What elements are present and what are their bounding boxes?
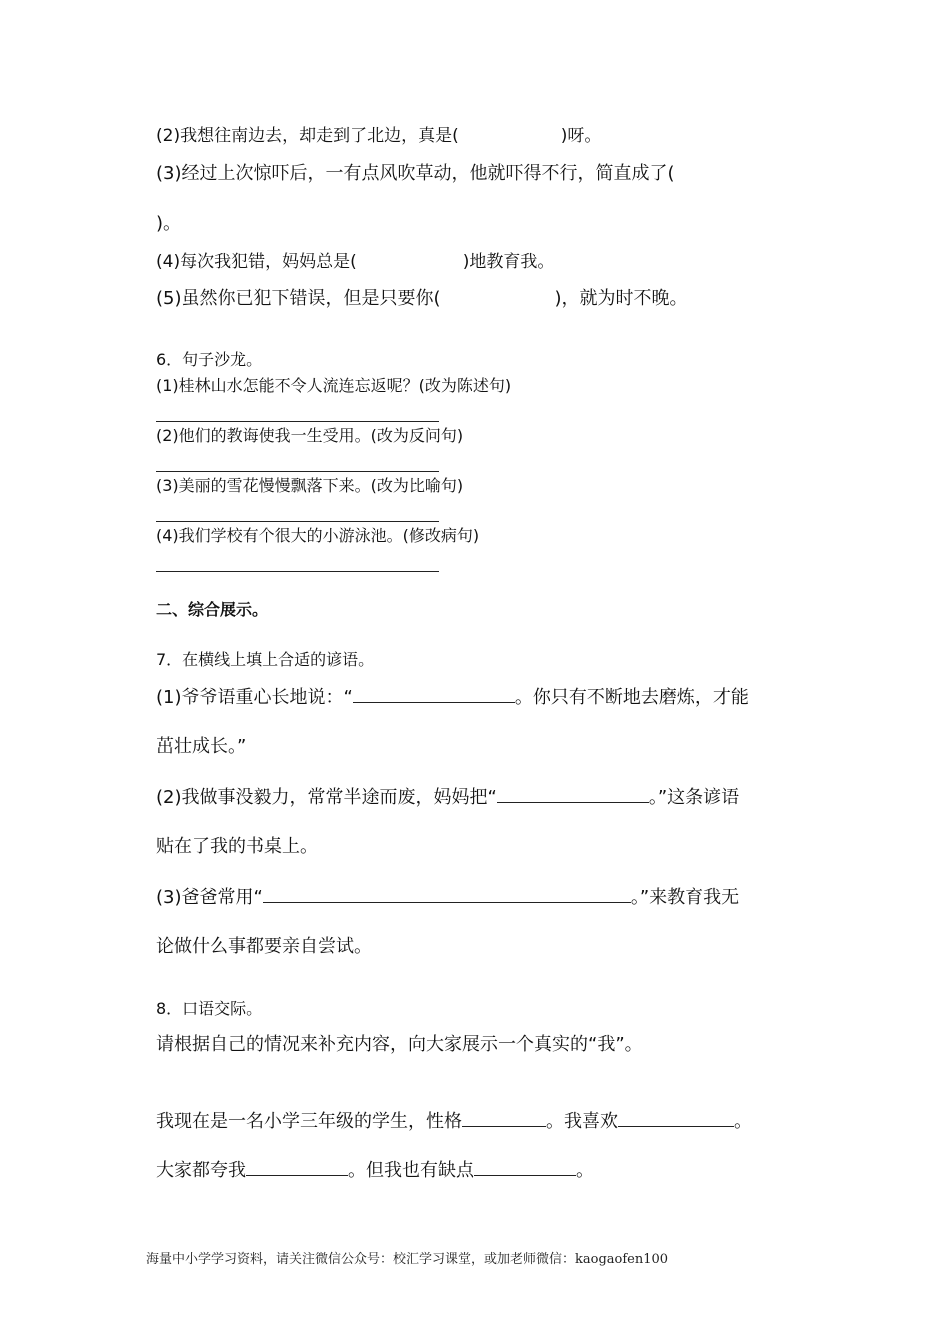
q6-item-2: (2)他们的教诲使我一生受用。(改为反问句): [156, 426, 464, 445]
q7-item-1-line-1: [156, 688, 749, 707]
q6-answer-line-3[interactable]: [156, 521, 439, 522]
q8-line-2-part-2: 。但我也有缺点: [348, 1160, 474, 1181]
q7-item-3-text-after: 。”来教育我无: [630, 887, 740, 908]
q8-shortcoming-blank[interactable]: [474, 1161, 576, 1176]
q8-line-1-part-2: 。我喜欢: [546, 1111, 618, 1132]
q8-line-2-part-3: 。: [576, 1160, 594, 1181]
q8-instruction: 请根据自己的情况来补充内容，向大家展示一个真实的“我”。: [156, 1034, 643, 1055]
q5-item-4-text-before: (4)每次我犯错，妈妈总是(: [156, 252, 357, 272]
q6-item-4: (4)我们学校有个很大的小游泳池。(修改病句): [156, 526, 480, 545]
q7-item-2-text-after: 。”这条谚语: [648, 787, 740, 808]
q5-item-2: [156, 128, 601, 145]
q5-item-2-text-before: (2)我想往南边去，却走到了北边，真是(: [156, 126, 459, 146]
q7-item-3-blank[interactable]: [263, 888, 631, 903]
q8-line-2-part-1: 大家都夸我: [156, 1160, 246, 1181]
q5-item-3-line-2: )。: [156, 213, 182, 234]
page-footer: 海量中小学学习资料，请关注微信公众号：校汇学习课堂，或加老师微信：kaogaofen100: [146, 1252, 669, 1267]
q8-line-1-part-3: 。: [734, 1111, 752, 1132]
q7-title: 7．在横线上填上合适的谚语。: [156, 650, 375, 669]
q7-item-2-line-1: [156, 788, 739, 807]
q6-answer-line-1[interactable]: [156, 421, 439, 422]
q8-line-2: [156, 1161, 594, 1180]
section-2-title: 二、综合展示。: [156, 600, 269, 619]
q5-item-5-text-after: )，就为时不晚。: [554, 288, 688, 309]
q8-line-1-part-1: 我现在是一名小学三年级的学生，性格: [156, 1111, 462, 1132]
q7-item-2-text-before: (2)我做事没毅力，常常半途而废，妈妈把“: [156, 787, 497, 808]
q6-answer-line-2[interactable]: [156, 471, 439, 472]
q7-item-3-text-before: (3)爸爸常用“: [156, 887, 263, 908]
q8-likes-blank[interactable]: [618, 1112, 734, 1127]
q5-item-2-text-after: )呀。: [560, 126, 602, 146]
q8-title: 8．口语交际。: [156, 999, 263, 1018]
q7-item-1-text-after: 。你只有不断地去磨炼，才能: [514, 687, 749, 708]
q7-item-2-blank[interactable]: [497, 788, 649, 803]
q7-item-1-text-before: (1)爷爷语重心长地说：“: [156, 687, 353, 708]
q6-title: 6．句子沙龙。: [156, 350, 263, 369]
q5-item-4-text-after: )地教育我。: [462, 252, 555, 272]
q7-item-3-line-2: 论做什么事都要亲自尝试。: [156, 936, 372, 957]
q8-line-1: [156, 1112, 752, 1131]
q8-praise-blank[interactable]: [246, 1161, 348, 1176]
q6-item-1: (1)桂林山水怎能不令人流连忘返呢？(改为陈述句): [156, 376, 512, 395]
q7-item-1-line-2: 茁壮成长。”: [156, 736, 247, 757]
q7-item-3-line-1: [156, 888, 739, 907]
q8-personality-blank[interactable]: [462, 1112, 546, 1127]
q7-item-2-line-2: 贴在了我的书桌上。: [156, 836, 318, 857]
q6-item-3: (3)美丽的雪花慢慢飘落下来。(改为比喻句): [156, 476, 464, 495]
q7-item-1-blank[interactable]: [353, 688, 515, 703]
q6-answer-line-4[interactable]: [156, 571, 439, 572]
q5-item-5-text-before: (5)虽然你已犯下错误，但是只要你(: [156, 288, 441, 309]
q5-item-5: [156, 290, 688, 308]
q5-item-3-line-1: (3)经过上次惊吓后，一有点风吹草动，他就吓得不行，简直成了(: [156, 163, 675, 184]
q5-item-4: [156, 254, 554, 271]
